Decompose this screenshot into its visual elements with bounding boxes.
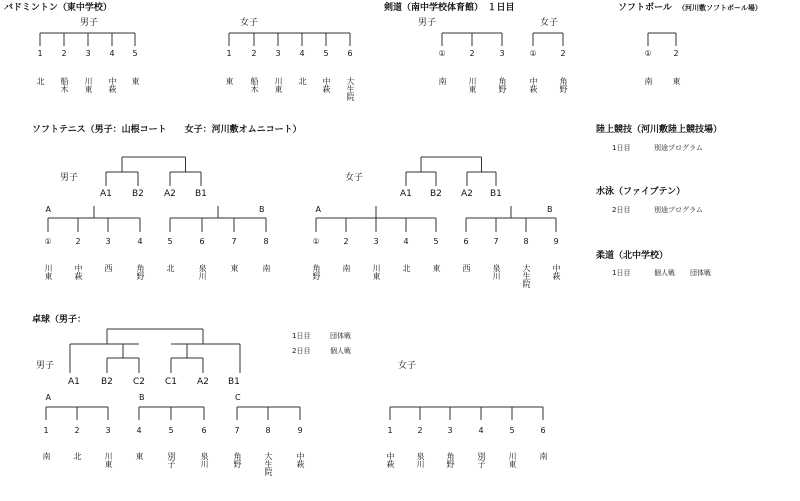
table-tennis-event-2: 個人戦 [330,347,351,355]
table-tennis-boys-seed: A2 [197,377,209,387]
badminton-girls-number: 1 [226,49,232,58]
badminton-girls-number: 2 [251,49,257,58]
soft-tennis-girls-number: 5 [433,237,439,246]
soft-tennis-girls-team: 西 [462,264,471,272]
table-tennis-boys-team: 角野 [233,452,242,468]
badminton-girls-team: 中萩 [322,77,331,93]
table-tennis-boys-team: 別子 [167,452,176,468]
soft-tennis-girls-number: 6 [463,237,469,246]
table-tennis-boys-seed: B1 [228,377,240,387]
kendo-boys-number: ① [438,49,446,58]
badminton-boys-label: 男子 [80,18,99,28]
soft-tennis-boys-b-team: 北 [166,264,175,272]
softball-number: 2 [673,49,679,58]
soft-tennis-boys-b-number: 6 [199,237,205,246]
table-tennis-day-2: 2日目 [292,347,311,355]
table-tennis-boys-group: C [235,393,241,402]
athletics-note: 別途プログラム [654,144,703,152]
table-tennis-boys-label: 男子 [36,361,55,371]
table-tennis-boys-seed: C2 [133,377,146,387]
soft-tennis-girls-number: ① [312,237,320,246]
table-tennis-girls-number: 1 [387,426,393,435]
soft-tennis-boys-a-team: 西 [104,264,113,272]
soft-tennis-girls-team: 大生院 [522,264,531,288]
soft-tennis-boys-b-number: 8 [263,237,269,246]
kendo-boys-label: 男子 [418,18,437,28]
table-tennis-boys-team: 東 [135,452,144,460]
badminton-girls-number: 6 [347,49,353,58]
badminton-boys-number: 4 [109,49,115,58]
soft-tennis-girls-number: 8 [523,237,529,246]
table-tennis-boys-number: 2 [74,426,80,435]
table-tennis-boys-number: 4 [136,426,142,435]
judo-title: 柔道（北中学校） [596,251,669,261]
soft-tennis-girls-number: 2 [343,237,349,246]
soft-tennis-boys-a-team: 川東 [44,264,53,280]
table-tennis-boys-team: 北 [73,452,82,460]
soft-tennis-girls-seed: A2 [461,189,473,199]
table-tennis-boys-number: 7 [234,426,240,435]
table-tennis-girls-team: 中萩 [386,452,395,468]
soft-tennis-boys-a-number: 3 [105,237,111,246]
badminton-girls-label: 女子 [240,18,259,28]
swimming-note: 別途プログラム [654,206,703,214]
badminton-boys-team: 東 [131,77,140,85]
table-tennis-boys-number: 1 [43,426,49,435]
table-tennis-girls-label: 女子 [398,361,417,371]
table-tennis-boys-number: 8 [265,426,271,435]
athletics-day: 1日目 [612,144,631,152]
soft-tennis-girls-group-b: B [547,205,553,214]
soft-tennis-boys-group-b: B [259,205,265,214]
soft-tennis-girls-number: 4 [403,237,409,246]
table-tennis-boys-team: 川東 [104,452,113,468]
badminton-boys-team: 中萩 [108,77,117,93]
softball-title: ソフトボール [618,3,672,13]
soft-tennis-boys-a-number: 2 [75,237,81,246]
table-tennis-boys-number: 6 [201,426,207,435]
softball-team: 南 [644,77,653,85]
table-tennis-girls-team: 角野 [446,452,455,468]
badminton-boys-number: 2 [61,49,67,58]
table-tennis-boys-group: A [45,393,51,402]
soft-tennis-boys-seed: B1 [195,189,207,199]
kendo-boys-number: 3 [499,49,505,58]
soft-tennis-boys-a-team: 中萩 [74,264,83,280]
soft-tennis-girls-team: 北 [402,264,411,272]
table-tennis-boys-number: 9 [297,426,303,435]
table-tennis-girls-team: 泉川 [416,452,425,468]
badminton-boys-team: 船木 [60,77,69,93]
badminton-girls-team: 船木 [250,77,259,93]
kendo-girls-number: 2 [560,49,566,58]
judo-individual: 個人戦 [654,269,675,277]
soft-tennis-boys-b-team: 泉川 [198,264,207,280]
badminton-boys-number: 5 [132,49,138,58]
table-tennis-boys-team: 中萩 [296,452,305,468]
table-tennis-girls-team: 南 [539,452,548,460]
soft-tennis-girls-seed: B1 [490,189,502,199]
table-tennis-event-1: 団体戦 [330,332,351,340]
badminton-title: バドミントン（東中学校） [4,3,112,13]
badminton-boys-number: 3 [85,49,91,58]
table-tennis-title: 卓球（男子： [32,315,87,325]
softball-team: 東 [672,77,681,85]
kendo-boys-team: 角野 [498,77,507,93]
table-tennis-girls-number: 2 [417,426,423,435]
soft-tennis-boys-seed: A2 [164,189,176,199]
badminton-girls-team: 川東 [274,77,283,93]
table-tennis-girls-number: 4 [478,426,484,435]
soft-tennis-girls-seed: B2 [430,189,442,199]
swimming-title: 水泳（ファイブテン） [596,187,686,197]
table-tennis-boys-number: 3 [105,426,111,435]
soft-tennis-boys-b-team: 南 [262,264,271,272]
soft-tennis-boys-b-team: 東 [230,264,239,272]
soft-tennis-boys-group-a: A [45,205,51,214]
soft-tennis-girls-number: 7 [493,237,499,246]
softball-number: ① [644,49,652,58]
softball-venue: （河川敷ソフトボール場） [678,4,762,12]
swimming-day: 2日目 [612,206,631,214]
badminton-girls-number: 4 [299,49,305,58]
kendo-boys-number: 2 [469,49,475,58]
kendo-boys-team: 川東 [468,77,477,93]
soft-tennis-boys-seed: B2 [132,189,144,199]
soft-tennis-boys-b-number: 7 [231,237,237,246]
badminton-boys-number: 1 [37,49,43,58]
soft-tennis-girls-team: 川東 [372,264,381,280]
soft-tennis-boys-b-number: 5 [167,237,173,246]
kendo-boys-team: 南 [438,77,447,85]
kendo-girls-label: 女子 [540,18,559,28]
soft-tennis-boys-a-number: 4 [137,237,143,246]
table-tennis-boys-seed: C1 [165,377,178,387]
soft-tennis-girls-number: 3 [373,237,379,246]
table-tennis-day-1: 1日目 [292,332,311,340]
table-tennis-boys-team: 南 [42,452,51,460]
soft-tennis-girls-team: 中萩 [552,264,561,280]
table-tennis-boys-team: 泉川 [200,452,209,468]
badminton-boys-team: 川東 [84,77,93,93]
kendo-title: 剣道（南中学校体育館） １日目 [384,3,515,13]
table-tennis-boys-team: 大生院 [264,452,273,476]
table-tennis-boys-group: B [139,393,145,402]
table-tennis-girls-team: 別子 [477,452,486,468]
soft-tennis-girls-team: 泉川 [492,264,501,280]
badminton-girls-team: 東 [225,77,234,85]
table-tennis-girls-number: 6 [540,426,546,435]
badminton-boys-team: 北 [36,77,45,85]
badminton-girls-number: 5 [323,49,329,58]
soft-tennis-title: ソフトテニス（男子：山根コート 女子：河川敷オムニコート） [32,125,302,135]
soft-tennis-girls-team: 角野 [312,264,321,280]
soft-tennis-girls-team: 東 [432,264,441,272]
soft-tennis-boys-a-number: ① [44,237,52,246]
soft-tennis-girls-group-a: A [315,205,321,214]
soft-tennis-girls-number: 9 [553,237,559,246]
badminton-girls-team: 北 [298,77,307,85]
badminton-girls-number: 3 [275,49,281,58]
badminton-girls-team: 大生院 [346,77,355,101]
table-tennis-girls-team: 川東 [508,452,517,468]
kendo-girls-team: 中萩 [529,77,538,93]
judo-team: 団体戦 [690,269,711,277]
soft-tennis-girls-label: 女子 [345,173,364,183]
table-tennis-boys-seed: B2 [101,377,113,387]
table-tennis-girls-number: 5 [509,426,515,435]
judo-day: 1日目 [612,269,631,277]
table-tennis-girls-number: 3 [447,426,453,435]
soft-tennis-boys-seed: A1 [100,189,112,199]
athletics-title: 陸上競技（河川敷陸上競技場） [596,125,723,135]
table-tennis-boys-seed: A1 [68,377,80,387]
table-tennis-boys-number: 5 [168,426,174,435]
soft-tennis-boys-a-team: 角野 [136,264,145,280]
kendo-girls-number: ① [529,49,537,58]
kendo-girls-team: 角野 [559,77,568,93]
soft-tennis-girls-team: 南 [342,264,351,272]
soft-tennis-girls-seed: A1 [400,189,412,199]
soft-tennis-boys-label: 男子 [60,173,79,183]
